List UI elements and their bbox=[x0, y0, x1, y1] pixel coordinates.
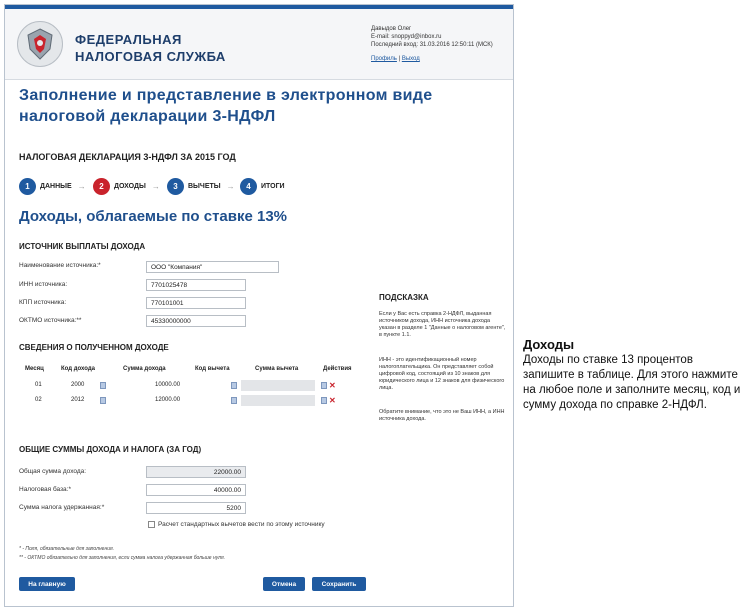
page-title: Заполнение и представление в электронном виде налоговой декларации 3-НДФЛ bbox=[19, 87, 433, 125]
col-month: Месяц bbox=[25, 366, 44, 372]
cancel-button[interactable]: Отмена bbox=[263, 577, 305, 591]
kpp-input[interactable]: 770101001 bbox=[146, 297, 246, 309]
row-deduction-amount[interactable] bbox=[241, 380, 315, 391]
step-number: 4 bbox=[240, 178, 257, 195]
hint-title: ПОДСКАЗКА bbox=[379, 293, 429, 302]
step-number: 1 bbox=[19, 178, 36, 195]
required-note: * - Поля, обязательные для заполнения. bbox=[19, 546, 115, 552]
tax-base-input[interactable]: 40000.00 bbox=[146, 484, 246, 496]
save-button[interactable]: Сохранить bbox=[312, 577, 366, 591]
code-lookup-icon[interactable] bbox=[231, 397, 237, 404]
edit-icon[interactable] bbox=[321, 382, 327, 389]
delete-icon[interactable]: ✕ bbox=[329, 396, 336, 405]
row-income-code[interactable]: 2012 bbox=[71, 397, 85, 403]
source-name-input[interactable]: ООО "Компания" bbox=[146, 261, 279, 273]
total-income-label: Общая сумма дохода: bbox=[19, 468, 87, 475]
col-deduction-code: Код вычета bbox=[195, 366, 230, 372]
fns-emblem-icon bbox=[17, 21, 63, 67]
tax-withheld-input[interactable]: 5200 bbox=[146, 502, 246, 514]
section-heading: Доходы, облагаемые по ставке 13% bbox=[19, 208, 288, 225]
links-separator: | bbox=[398, 56, 401, 62]
arrow-right-icon: → bbox=[77, 181, 86, 191]
code-lookup-icon[interactable] bbox=[100, 382, 106, 389]
inn-label: ИНН источника: bbox=[19, 281, 68, 288]
step-results[interactable] bbox=[240, 177, 285, 195]
user-links bbox=[371, 55, 493, 63]
org-name-line2: НАЛОГОВАЯ СЛУЖБА bbox=[75, 49, 226, 64]
browser-page bbox=[4, 4, 514, 607]
income-section-title: СВЕДЕНИЯ О ПОЛУЧЕННОМ ДОХОДЕ bbox=[19, 343, 169, 352]
step-label: ДАННЫЕ bbox=[40, 182, 72, 190]
oktmo-label: ОКТМО источника:** bbox=[19, 317, 82, 324]
code-lookup-icon[interactable] bbox=[231, 382, 237, 389]
row-month[interactable]: 02 bbox=[35, 397, 42, 403]
oktmo-note: ** - ОКТМО обязательно для заполнения, если сумма налога удержанная больше нуля. bbox=[19, 555, 226, 561]
totals-section-title: ОБЩИЕ СУММЫ ДОХОДА И НАЛОГА (ЗА ГОД) bbox=[19, 445, 202, 454]
org-name-line1: ФЕДЕРАЛЬНАЯ bbox=[75, 32, 182, 47]
col-deduction-amount: Сумма вычета bbox=[255, 366, 299, 372]
row-income-code[interactable]: 2000 bbox=[71, 382, 85, 388]
logout-link[interactable]: Выход bbox=[401, 56, 420, 62]
row-income-amount[interactable]: 12000.00 bbox=[155, 397, 181, 403]
declaration-title: НАЛОГОВАЯ ДЕКЛАРАЦИЯ 3-НДФЛ ЗА 2015 ГОД bbox=[19, 152, 236, 162]
row-income-amount[interactable]: 10000.00 bbox=[155, 382, 181, 388]
home-button[interactable]: На главную bbox=[19, 577, 75, 591]
arrow-right-icon: → bbox=[226, 181, 235, 191]
user-panel bbox=[371, 25, 493, 63]
org-name bbox=[75, 31, 226, 65]
site-header bbox=[5, 9, 513, 80]
last-login: Последний вход: 31.03.2016 12:50:11 (МСК) bbox=[371, 42, 493, 48]
source-name-label: Наименование источника:* bbox=[19, 262, 101, 269]
step-label: ВЫЧЕТЫ bbox=[188, 182, 221, 190]
kpp-label: КПП источника: bbox=[19, 299, 67, 306]
user-name: Давыдов Олег bbox=[371, 26, 412, 32]
edit-icon[interactable] bbox=[321, 397, 327, 404]
delete-icon[interactable]: ✕ bbox=[329, 381, 336, 390]
step-deductions[interactable] bbox=[167, 177, 235, 195]
standard-deductions-checkbox[interactable] bbox=[148, 521, 155, 528]
oktmo-input[interactable]: 45330000000 bbox=[146, 315, 246, 327]
row-deduction-amount[interactable] bbox=[241, 395, 315, 406]
arrow-right-icon: → bbox=[151, 181, 160, 191]
caption-title: Доходы bbox=[523, 337, 575, 352]
col-income-amount: Сумма дохода bbox=[123, 366, 166, 372]
col-actions: Действия bbox=[323, 366, 352, 372]
profile-link[interactable]: Профиль bbox=[371, 56, 397, 62]
step-number: 2 bbox=[93, 178, 110, 195]
tax-withheld-label: Сумма налога удержанная:* bbox=[19, 504, 105, 511]
hint-paragraph-1: Если у Вас есть справка 2-НДФЛ, выданная источником дохода, ИНН источника дохода указан в разделе 1 "Данные о налоговом агенте", в пункте 1.1. bbox=[379, 311, 506, 338]
total-income-value: 22000.00 bbox=[146, 466, 246, 478]
step-label: ДОХОДЫ bbox=[114, 182, 146, 190]
hint-paragraph-3: Обратите внимание, что это не Ваш ИНН, а ИНН источника дохода. bbox=[379, 409, 505, 422]
inn-input[interactable]: 7701025478 bbox=[146, 279, 246, 291]
col-income-code: Код дохода bbox=[61, 366, 95, 372]
code-lookup-icon[interactable] bbox=[100, 397, 106, 404]
step-label: ИТОГИ bbox=[261, 182, 285, 190]
hint-paragraph-2: ИНН - это идентификационный номер налогоплательщика. Он представляет собой цифровой код, состоящий из 10 знаков для юридического лица и 12 знаков для физического лица. bbox=[379, 357, 505, 391]
step-number: 3 bbox=[167, 178, 184, 195]
user-email: E-mail: snoppyd@inbox.ru bbox=[371, 34, 442, 40]
source-section-title: ИСТОЧНИК ВЫПЛАТЫ ДОХОДА bbox=[19, 242, 146, 251]
step-data[interactable] bbox=[19, 177, 86, 195]
row-month[interactable]: 01 bbox=[35, 382, 42, 388]
tax-base-label: Налоговая база:* bbox=[19, 486, 71, 493]
caption-text: Доходы по ставке 13 процентов запишите в таблице. Для этого нажмите на любое поле и заполните месяц, код и сумму дохода по справке 2-НДФЛ. bbox=[523, 354, 741, 411]
step-income[interactable] bbox=[93, 177, 160, 195]
standard-deductions-label: Расчет стандартных вычетов вести по этому источнику bbox=[158, 521, 325, 528]
